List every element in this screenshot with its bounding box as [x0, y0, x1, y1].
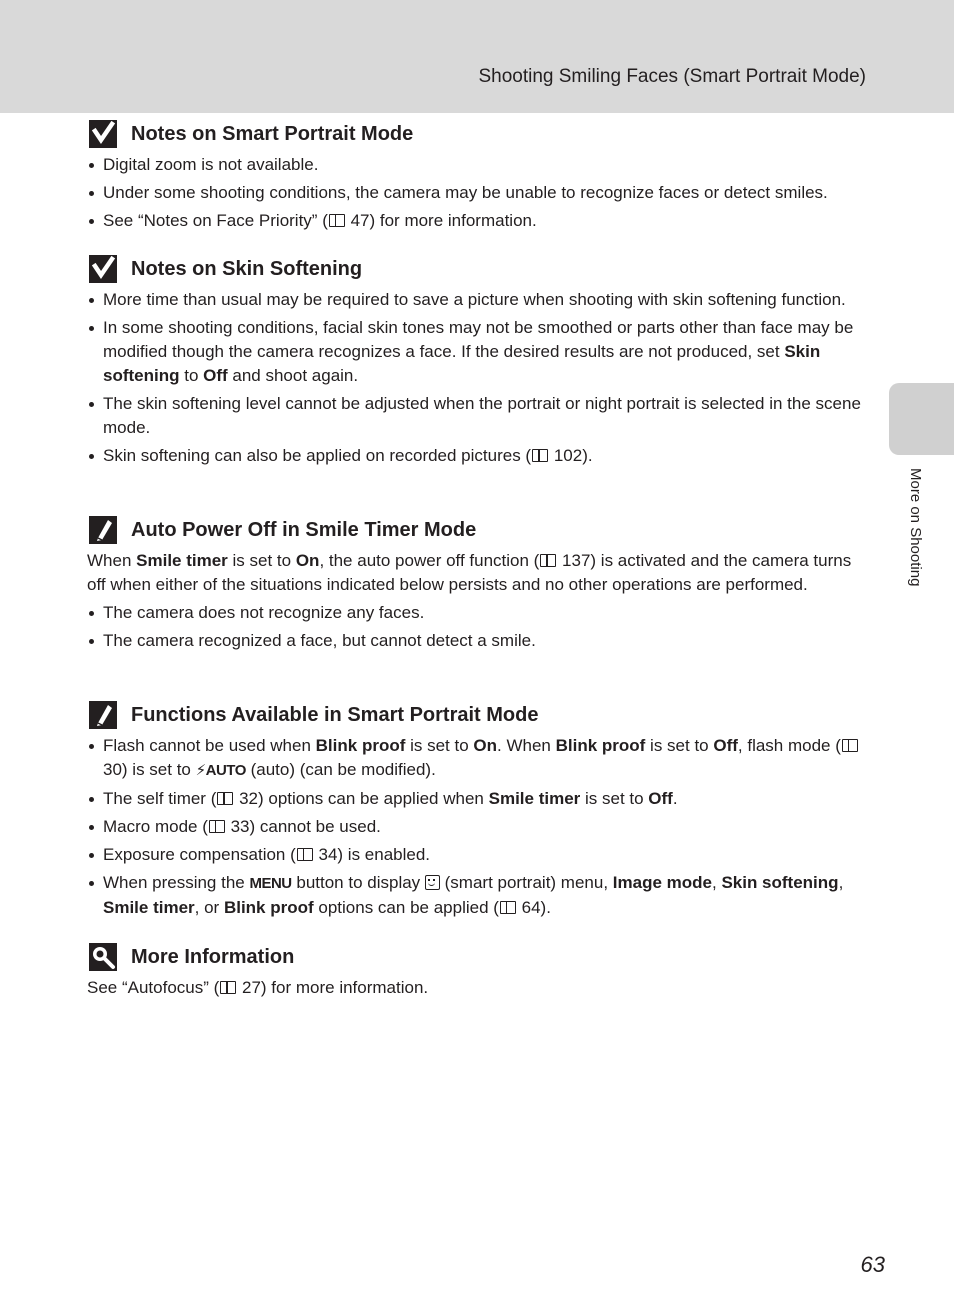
bullet-item: Exposure compensation ( 34) is enabled.	[87, 843, 867, 867]
book-reference-icon	[532, 449, 548, 462]
section-heading	[87, 942, 867, 976]
section-title: Functions Available in Smart Portrait Mode	[131, 704, 539, 726]
pencil-note-icon	[88, 700, 118, 730]
page-header-title: Shooting Smiling Faces (Smart Portrait Mode)	[478, 66, 866, 87]
section-paragraph: When Smile timer is set to On, the auto power off function ( 137) is activated and the camera turns off when either of the situations indicated below persists and no other operations are performed.	[87, 551, 852, 594]
section-title: More Information	[131, 946, 295, 968]
section-notes-smart-portrait	[87, 119, 867, 237]
magnifier-info-icon	[88, 942, 118, 972]
bold-term: Skin softening	[103, 342, 821, 385]
bold-term: Blink proof	[223, 898, 314, 917]
bullet-item: Digital zoom is not available.	[87, 153, 867, 177]
header-band	[0, 0, 954, 113]
section-auto-power-off	[87, 515, 867, 657]
book-reference-icon	[842, 739, 858, 752]
bullet-item: Macro mode ( 33) cannot be used.	[87, 815, 867, 839]
bullet-item: Under some shooting conditions, the camera may be unable to recognize faces or detect smiles.	[87, 181, 867, 205]
bullet-item: When pressing the MENU button to display (smart portrait) menu, Image mode, Skin softening, Smile timer, or Blink proof options can be applied ( 64).	[87, 871, 867, 920]
book-reference-icon	[217, 792, 233, 805]
bold-term: Off	[648, 789, 673, 808]
section-title: Auto Power Off in Smile Timer Mode	[131, 519, 477, 541]
bullet-list	[87, 734, 867, 920]
side-tab	[889, 383, 954, 455]
checkmark-note-icon	[88, 254, 118, 284]
section-title: Notes on Smart Portrait Mode	[131, 123, 414, 145]
bullet-item: In some shooting conditions, facial skin tones may not be smoothed or parts other than face may be modified though the camera recognizes a face. If the desired results are not produced, set Skin softening to Off and shoot again.	[87, 316, 867, 388]
bullet-item: The self timer ( 32) options can be applied when Smile timer is set to Off.	[87, 787, 867, 811]
book-reference-icon	[209, 820, 225, 833]
book-reference-icon	[329, 214, 345, 227]
section-notes-skin-softening	[87, 254, 867, 472]
book-reference-icon	[500, 901, 516, 914]
bullet-item: The camera does not recognize any faces.	[87, 601, 867, 625]
flash-auto-icon: ⚡AUTO	[195, 762, 246, 779]
bold-term: Smile timer	[136, 551, 228, 570]
menu-button-icon: MENU	[249, 875, 292, 892]
bullet-list	[87, 601, 867, 653]
bold-term: Image mode	[612, 873, 712, 892]
bullet-item: Flash cannot be used when Blink proof is set to On. When Blink proof is set to Off, flash mode ( 30) is set to ⚡AUTO (auto) (can be modified).	[87, 734, 867, 783]
bullet-item: See “Notes on Face Priority” ( 47) for more information.	[87, 209, 867, 233]
bold-term: Smile timer	[103, 898, 195, 917]
bold-term: Off	[713, 736, 738, 755]
bold-term: Skin softening	[721, 873, 839, 892]
checkmark-note-icon	[88, 119, 118, 149]
section-heading	[87, 119, 867, 153]
book-reference-icon	[540, 554, 556, 567]
bold-term: Smile timer	[488, 789, 581, 808]
section-heading	[87, 515, 867, 549]
bold-term: On	[473, 736, 498, 755]
section-heading	[87, 254, 867, 288]
smart-portrait-icon	[425, 875, 440, 890]
bullet-item: More time than usual may be required to save a picture when shooting with skin softening function.	[87, 288, 867, 312]
pencil-note-icon	[88, 515, 118, 545]
bullet-item: Skin softening can also be applied on recorded pictures ( 102).	[87, 444, 867, 468]
bold-term: Off	[203, 366, 228, 385]
section-title: Notes on Skin Softening	[131, 258, 363, 280]
book-reference-icon	[297, 848, 313, 861]
bold-term: Blink proof	[315, 736, 406, 755]
bold-term: On	[295, 551, 320, 570]
section-heading	[87, 700, 867, 734]
page-number: 63	[860, 1252, 885, 1277]
section-paragraph: See “Autofocus” ( 27) for more information.	[87, 978, 429, 997]
bold-term: Blink proof	[555, 736, 646, 755]
bullet-list	[87, 153, 867, 233]
section-functions-available	[87, 700, 867, 924]
bullet-item: The skin softening level cannot be adjusted when the portrait or night portrait is selected in the scene mode.	[87, 392, 867, 440]
side-tab-label: More on Shooting	[907, 468, 924, 587]
section-more-information	[87, 942, 867, 1004]
book-reference-icon	[220, 981, 236, 994]
bullet-list	[87, 288, 867, 468]
bullet-item: The camera recognized a face, but cannot detect a smile.	[87, 629, 867, 653]
